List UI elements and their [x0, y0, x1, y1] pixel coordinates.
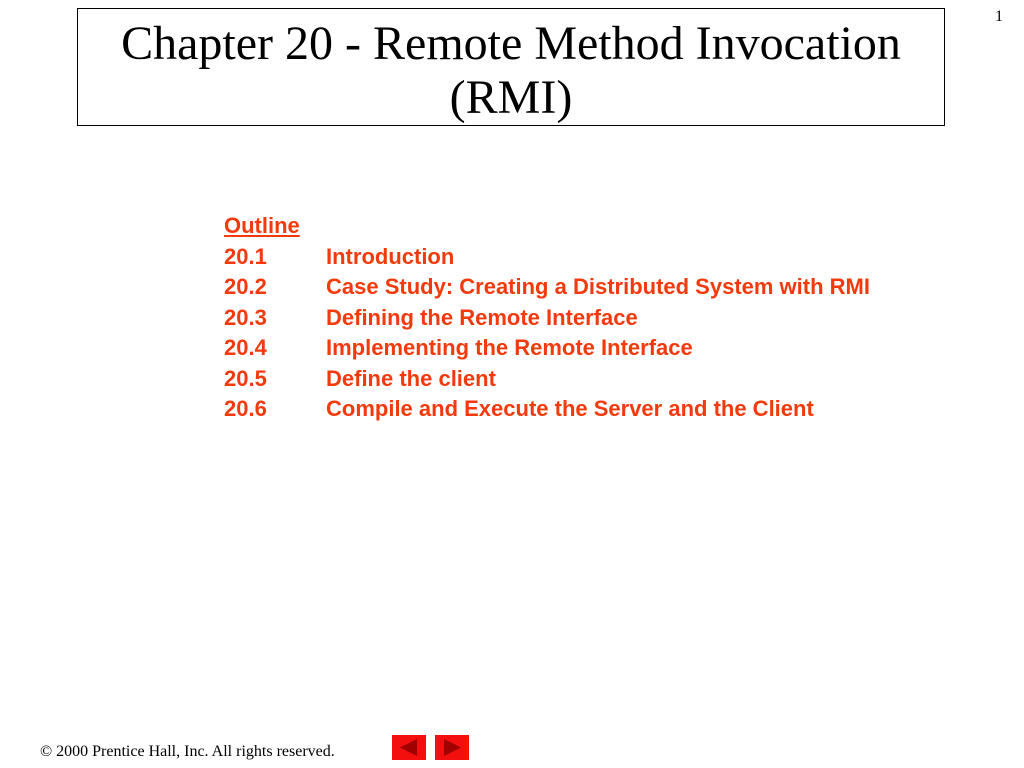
outline-item[interactable]: [224, 272, 910, 303]
outline-item-title: Implementing the Remote Interface: [326, 335, 693, 360]
outline-item-number: 20.3: [224, 304, 267, 330]
copyright-footer: © 2000 Prentice Hall, Inc. All rights reserved.: [40, 743, 335, 760]
outline-item-number: 20.6: [224, 396, 267, 421]
outline-item-title: Compile and Execute the Server and the Client: [326, 396, 814, 421]
outline-item[interactable]: [224, 394, 910, 425]
outline-item-title: Introduction: [326, 243, 455, 269]
outline-item-title: Defining the Remote Interface: [326, 304, 638, 330]
outline-item-number: 20.1: [224, 243, 267, 269]
slide-title: Chapter 20 - Remote Method Invocation (RMI): [77, 8, 945, 126]
slide-number: 1: [995, 8, 1003, 25]
outline-item-number: 20.2: [224, 274, 267, 299]
outline-item[interactable]: [224, 303, 910, 334]
outline-item-number: 20.4: [224, 335, 267, 360]
previous-slide-button[interactable]: [392, 735, 426, 760]
outline-item[interactable]: [224, 333, 910, 364]
outline-item-number: 20.5: [224, 365, 267, 391]
outline-item-title: Define the client: [326, 365, 496, 391]
next-slide-button[interactable]: [435, 735, 469, 760]
outline-heading[interactable]: Outline: [224, 213, 300, 238]
outline-item[interactable]: [224, 364, 910, 395]
arrow-right-icon: [435, 735, 469, 760]
arrow-left-icon: [392, 735, 426, 760]
outline-item[interactable]: [224, 242, 910, 273]
outline: [224, 211, 910, 425]
outline-item-title: Case Study: Creating a Distributed System with RMI: [326, 274, 870, 299]
